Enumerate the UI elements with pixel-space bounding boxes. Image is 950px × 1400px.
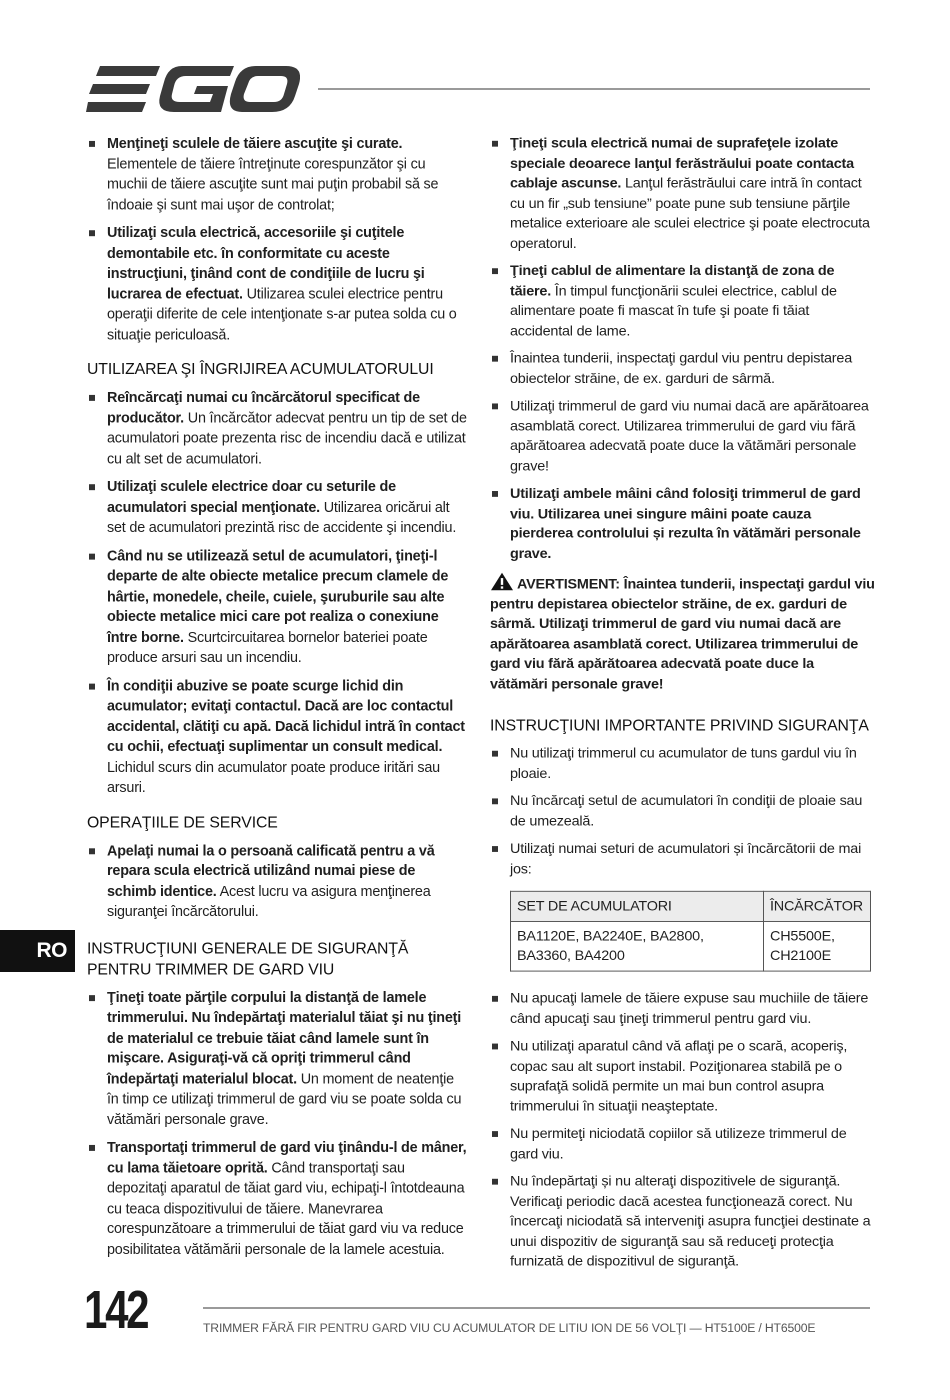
warning-block [490, 572, 875, 695]
battery-section-heading: UTILIZAREA ŞI ÎNGRIJIREA ACUMULATORULUI [87, 361, 434, 379]
bullet-no-charge-wet: Nu încărcaţi setul de acumulatori în condiţii de ploaie sau de umezeală. [490, 792, 875, 832]
left-column [87, 134, 467, 1268]
ego-logo [86, 64, 300, 114]
table-cell: BA1120E, BA2240E, BA2800, BA3360, BA4200 [511, 921, 764, 971]
important-safety-heading: INSTRUCŢIUNI IMPORTANTE PRIVIND SIGURANŢA [490, 717, 869, 735]
page-number: 142 [84, 1280, 148, 1340]
table-header-row [511, 891, 871, 921]
bullet-qualified-repair: Apelaţi numai la o persoană calificată pentru a vă repara scula electrică utilizând numai piese de schimb identice. Acest lucru va asigura menţinerea siguranţei încărcătorului. [87, 841, 467, 922]
right-column [490, 134, 875, 1279]
footer-title: TRIMMER FĂRĂ FIR PENTRU GARD VIU CU ACUMULATOR DE LITIU ION DE 56 VOLŢI — HT5100E / HT6500E [203, 1321, 816, 1335]
bullet-safety-devices: Nu îndepărtaţi și nu alteraţi dispozitivele de siguranţă. Verificaţi periodic dacă acestea funcţionează corect. Nu încercaţi niciodată să interveniţi asupra funcţiei destinate a unui dispozitiv de siguranţă sau să reduceţi protecţia furnizată de dispozitivul de siguranţă. [490, 1172, 875, 1272]
bullet-no-rain: Nu utilizaţi trimmerul cu acumulator de tuns gardul viu în ploaie. [490, 744, 875, 784]
bullet-keep-body-away: Ţineţi toate părţile corpului la distanţă de lamele trimmerului. Nu îndepărtaţi materialul tăiat şi nu ţineţi de materialul ce trebuie tăiat când lamele sunt în mişcare. Asiguraţi-vă că opriţi trimmerul când îndepărtaţi materialul blocat. Un moment de neatenţie în timp ce utilizaţi trimmerul de gard viu se poate solda cu vătămări personale grave. [87, 988, 467, 1130]
general-safety-heading [87, 938, 467, 980]
warning-icon [490, 572, 514, 591]
bullet-recharge: Reîncărcaţi numai cu încărcătorul specificat de producător. Un încărcător adecvat pentru un tip de set de acumulatori poate prezenta risc de incendiu dacă e utilizat cu alt set de acumulatori. [87, 388, 467, 469]
bullet-liquid: În condiţii abuzive se poate scurge lichid din acumulator; evitaţi contactul. Dacă are loc contactul accidental, clătiţi cu apă. Dacă lichidul intră în contact cu ochii, efectuaţi suplimentar un consult medical. Lichidul scurs din acumulator poate produce iritări sau arsuri. [87, 676, 467, 798]
bullet-carry-trimmer: Transportaţi trimmerul de gard viu ţinându-l de mâner, cu lama tăietoare oprită. Când transportaţi sau depozitaţi aparatul de tăiat gard viu, echipaţi-l întotdeauna cu teaca dispozitivului de tăiere. Manevrarea corespunzătoare a trimmerului de tăiat gard viu va reduce posibilitatea vătămării personale de la lamele acestuia. [87, 1138, 467, 1260]
bullet-unstable-support: Nu utilizaţi aparatul când vă aflaţi pe o scară, acoperiş, copac sau alt suport instabil. Poziţionarea stabilă pe o suprafaţă solidă permite un mai bun control asupra trimmerului în situaţii neaşteptate. [490, 1037, 875, 1117]
bullet-inspect-hedge: Înaintea tunderii, inspectaţi gardul viu pentru depistarea obiectelor străine, de ex. garduri de sârmă. [490, 349, 875, 389]
bullet-cable-away: Ţineţi cablul de alimentare la distanţă de zona de tăiere. În timpul funcţionării sculei electrice, cablul de alimentare poate fi mascat în tufe şi poate fi tăiat accidental de lame. [490, 261, 875, 341]
table-row [511, 921, 871, 971]
bullet-insulated-surfaces: Ţineţi scula electrică numai de suprafeţele izolate speciale deoarece lanţul ferăstrăului poate contacta cablaje ascunse. Lanţul ferăstrăului care intră în contact cu un fir „sub tensiune” poate pune sub tensiune părţile metalice exterioare ale sculei electrice şi poate electrocuta operatorul. [490, 134, 875, 254]
warning-text: Înaintea tunderii, inspectaţi gardul viu pentru depistarea obiectelor străine, de ex. garduri de sârmă. Utilizaţi trimmerul de gard viu numai dacă are apărătoarea asamblată corect. Utilizarea trimmerului de gard viu fără apărătoarea adecvată poate duce la vătămări personale grave! [490, 576, 875, 692]
table-header-cell: ÎNCĂRCĂTOR [764, 891, 871, 921]
table-cell: CH5500E, CH2100E [764, 921, 871, 971]
footer-rule [203, 1307, 870, 1309]
bullet-both-hands: Utilizaţi ambele mâini când folosiţi trimmerul de gard viu. Utilizarea unei singure mâini poate cauza pierderea controlului și rezulta în vătămări personale grave. [490, 484, 875, 564]
bullet-exposed-blades: Nu apucaţi lamele de tăiere expuse sau muchiile de tăiere când apucaţi sau ţineţi trimmerul pentru gard viu. [490, 989, 875, 1029]
general-heading-line2: PENTRU TRIMMER DE GARD VIU [87, 960, 335, 978]
header-rule [318, 88, 870, 90]
general-heading-line1: INSTRUCŢIUNI GENERALE DE SIGURANŢĂ [87, 940, 409, 957]
bullet-sharp-tools: Menţineţi sculele de tăiere ascuţite şi curate. Elementele de tăiere întreţinute corespunzător şi cu muchii de tăiere ascuţite sunt mai puţin probabil să se îndoaie şi sunt mai uşor de controlat; [87, 134, 467, 215]
bullet-metal-objects: Când nu se utilizează setul de acumulatori, ţineţi-l departe de alte obiecte metalice precum clamele de hârtie, monedele, cheile, cuiele, şuruburile sau alte obiecte metalice mici care pot realiza o conexiune între borne. Scurtcircuitarea bornelor bateriei poate produce arsuri sau un incendiu. [87, 546, 467, 668]
table-header-cell: SET DE ACUMULATORI [511, 891, 764, 921]
bullet-guard-assembled: Utilizaţi trimmerul de gard viu numai dacă are apărătoarea asamblată corect. Utilizarea trimmerului de gard viu fără apărătoarea adecvată poate duce la vătămări personale grave! [490, 397, 875, 477]
warning-label: AVERTISMENT: [517, 576, 620, 593]
bullet-no-children: Nu permiteţi niciodată copiilor să utilizeze trimmerul de gard viu. [490, 1124, 875, 1164]
service-section-heading: OPERAŢIILE DE SERVICE [87, 814, 278, 831]
bullet-specified-packs: Utilizaţi sculele electrice doar cu seturile de acumulatori special menţionate. Utilizarea oricărui alt set de acumulatori prezintă risc de accidente şi incendiu. [87, 477, 467, 538]
battery-charger-table [510, 891, 871, 972]
bullet-use-listed-packs: Utilizaţi numai seturi de acumulatori și încărcătorii de mai jos: [490, 839, 875, 879]
bullet-use-accessories: Utilizaţi scula electrică, accesoriile şi cuţitele demontabile etc. în conformitate cu aceste instrucţiuni, ţinând cont de condiţiile de lucru şi lucrarea de efectuat. Utilizarea sculei electrice pentru operaţii diferite de cele intenţionate s-ar putea solda cu o situaţie periculoasă. [87, 223, 467, 345]
language-tab: RO [0, 930, 75, 972]
